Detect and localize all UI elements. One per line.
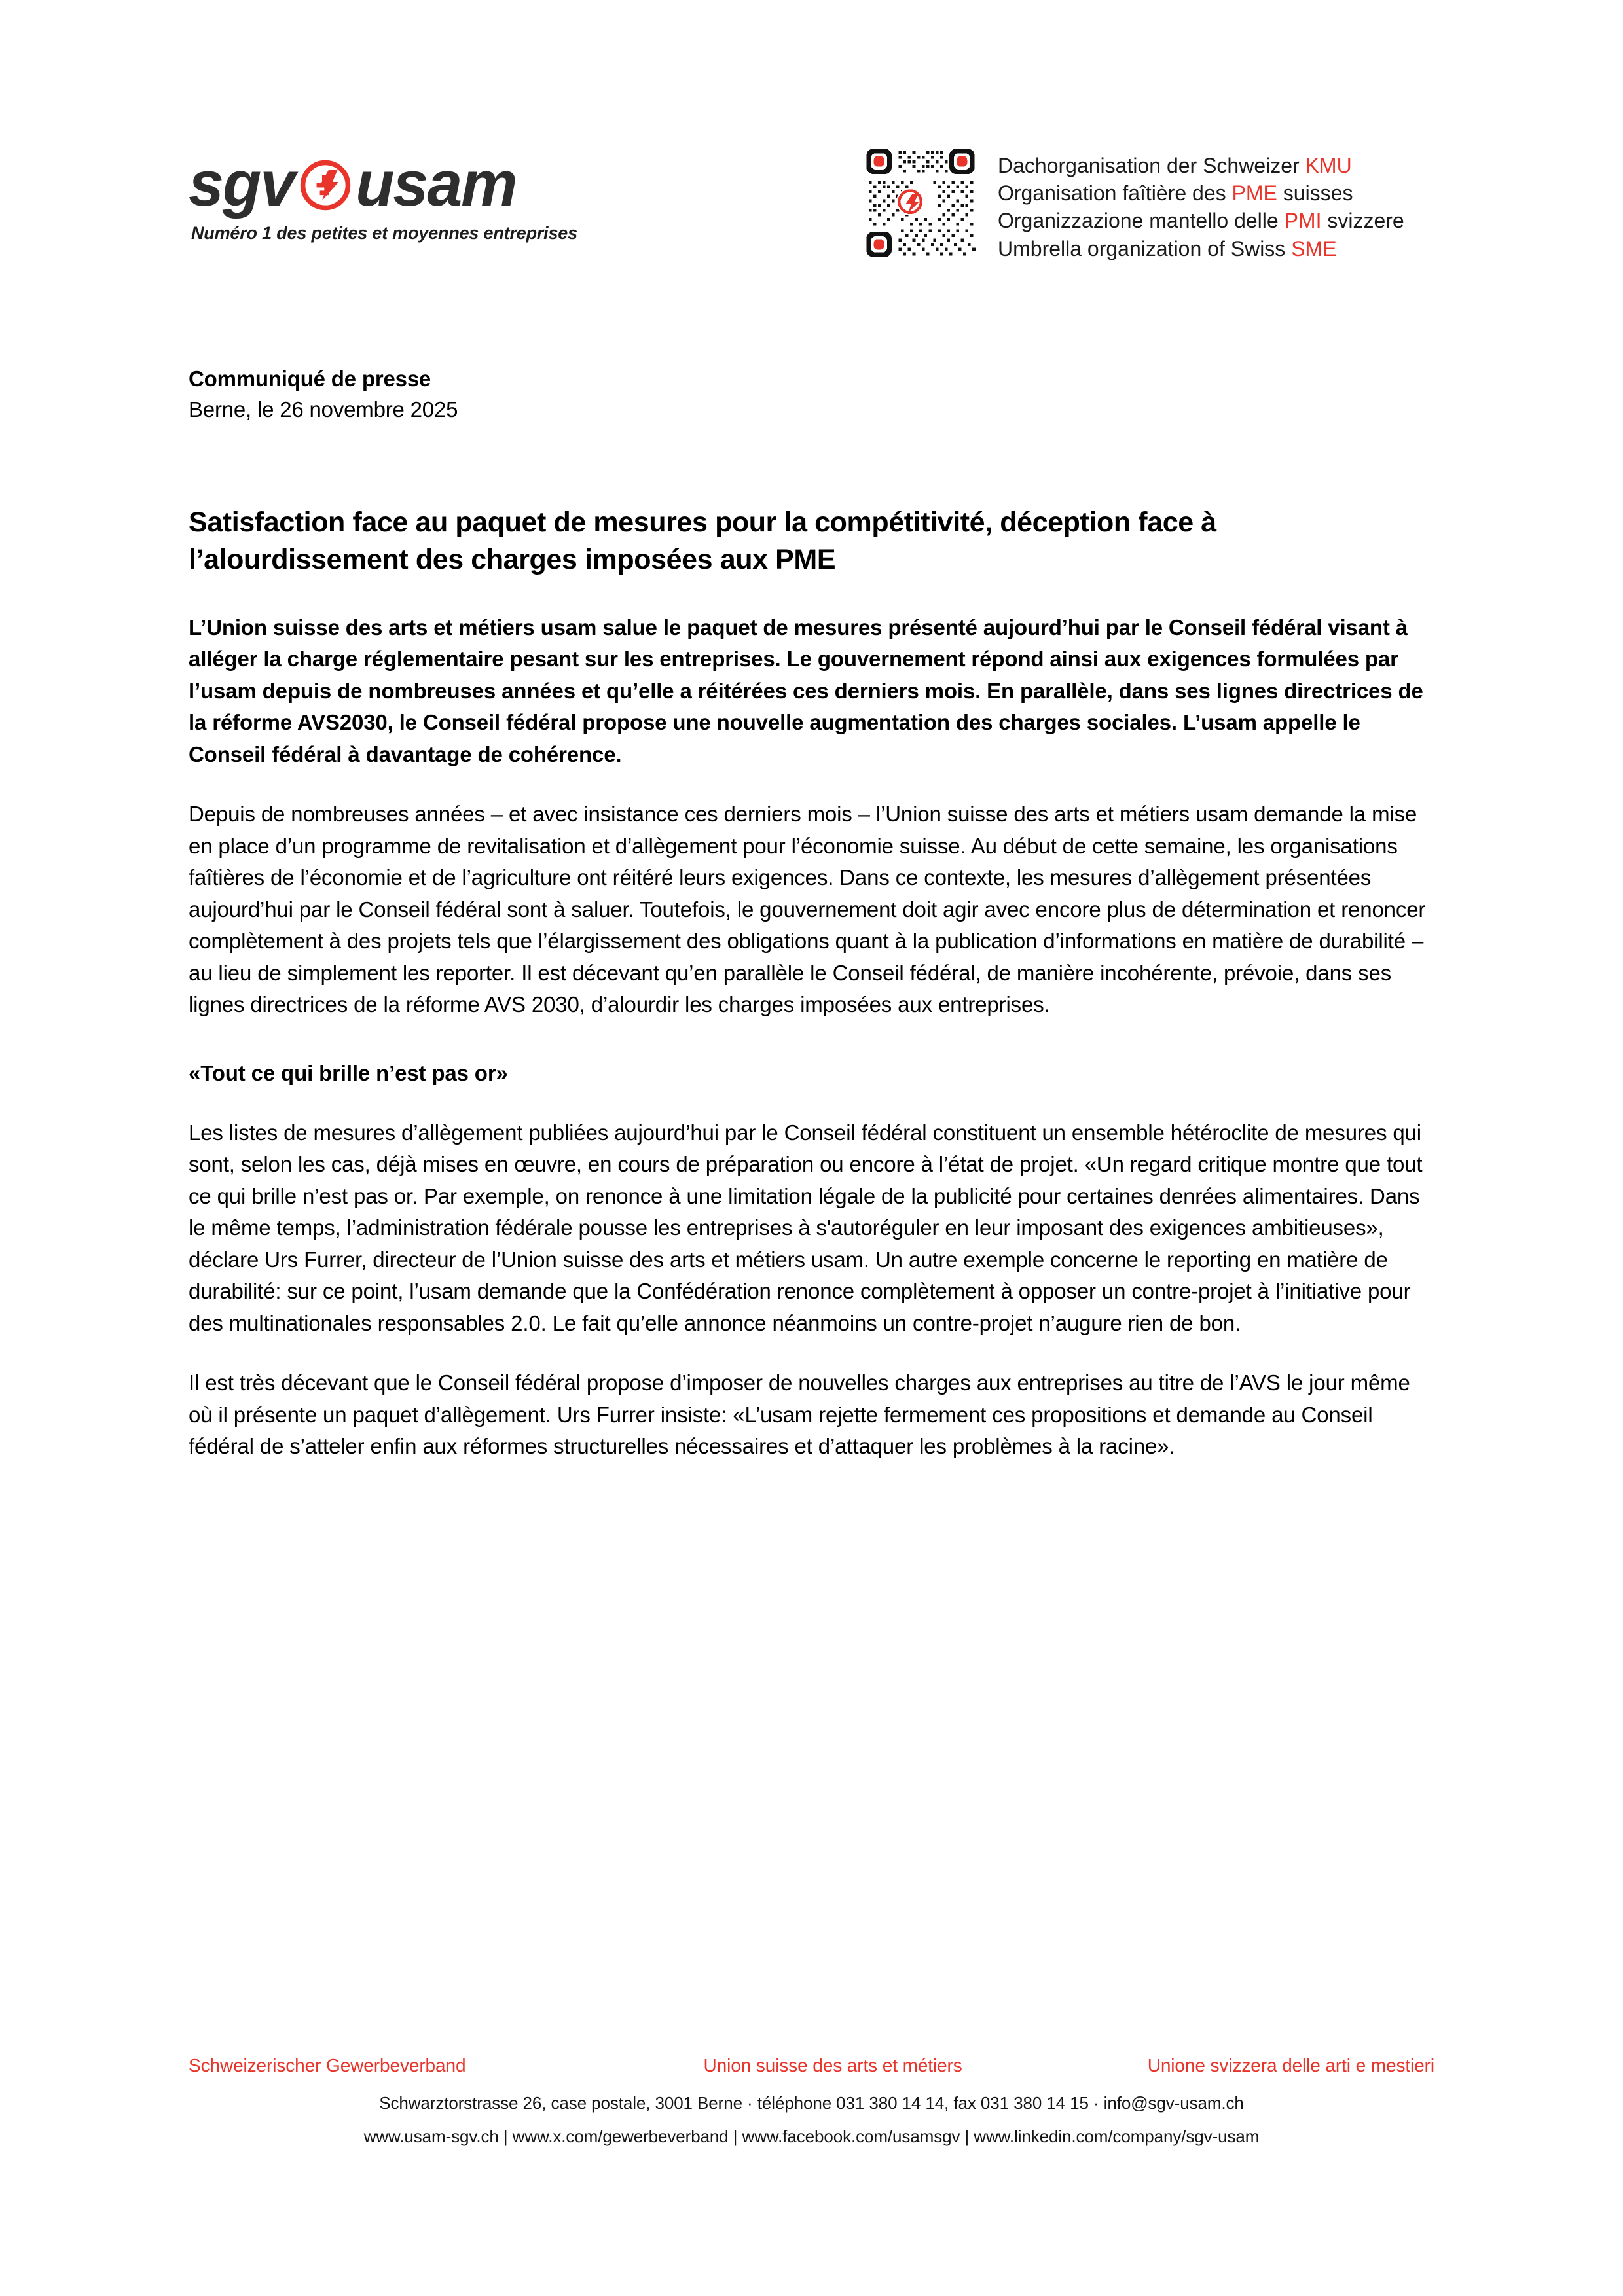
- footer-org-fr: Union suisse des arts et métiers: [703, 2055, 962, 2075]
- page-title: Satisfaction face au paquet de mesures pour la compétitivité, déception face à l’alourdissement des charges imposées aux PME: [189, 506, 1216, 576]
- org-line-en-text: Umbrella organization of Swiss: [998, 236, 1292, 260]
- document-footer: [0, 2055, 1623, 2147]
- document-body: [189, 364, 1436, 1484]
- org-language-lines: [998, 145, 1404, 262]
- body-paragraph-3: Il est très décevant que le Conseil fédéral propose d’imposer de nouvelles charges aux entreprises au titre de l’AVS le jour même où il présente un paquet d’allègement. Urs Furrer insiste: «L’usam rejette fermement ces propositions et demande au Conseil fédéral de s’atteler enfin aux réformes structurelles nécessaires et d’attaquer les problèmes à la racine».: [189, 1371, 1410, 1459]
- footer-org-it: Unione svizzera delle arti e mestieri: [1147, 2055, 1434, 2075]
- usam-logo: [189, 148, 608, 243]
- org-line-it-accent: PMI: [1284, 209, 1322, 233]
- body-paragraph-2: Les listes de mesures d’allègement publiées aujourd’hui par le Conseil fédéral constituent un ensemble hétéroclite de mesures qui sont, selon les cas, déjà mises en œuvre, en cours de préparation ou encore à l’état de projet. «Un regard critique montre que tout ce qui brille n’est pas or. Par exemple, on renonce à une limitation légale de la publicité pour certaines denrées alimentaires. Dans le même temps, l’administration fédérale pousse les entreprises à s'autoréguler en leur imposant des exigences ambitieuses», déclare Urs Furrer, directeur de l’Union suisse des arts et métiers usam. Un autre exemple concerne le reporting en matière de durabilité: sur ce point, l’usam demande que la Confédération renonce complètement à opposer un contre-projet à l’initiative pour des multinationales responsables 2.0. Le fait qu’elle annonce néanmoins un contre-projet n’augure rien de bon.: [189, 1120, 1423, 1335]
- org-line-fr-tail: suisses: [1277, 181, 1353, 206]
- org-line-fr-text: Organisation faîtière des: [998, 181, 1232, 206]
- logo-wordmark-usam: usam: [356, 148, 517, 219]
- swiss-cross-circle-logo-icon: [298, 158, 353, 213]
- footer-links-line[interactable]: www.usam-sgv.ch | www.x.com/gewerbeverband | www.facebook.com/usamsgv | www.linkedin.com/company/sgv-usam: [363, 2126, 1260, 2146]
- org-line-fr: [998, 179, 1404, 207]
- dateline: Berne, le 26 novembre 2025: [189, 397, 458, 422]
- document-header: [0, 145, 1623, 276]
- org-line-en: [998, 235, 1404, 262]
- lead-paragraph: L’Union suisse des arts et métiers usam salue le paquet de mesures présenté aujourd’hui par le Conseil fédéral visant à alléger la charge réglementaire pesant sur les entreprises. Le gouvernement répond ainsi aux exigences formulées par l’usam depuis de nombreuses années et qu’elle a réitérées ces derniers mois. En parallèle, dans ses lignes directrices de la réforme AVS2030, le Conseil fédéral propose une nouvelle augmentation des charges sociales. L’usam appelle le Conseil fédéral à davantage de cohérence.: [189, 615, 1423, 766]
- footer-organisation-names: [0, 2055, 1623, 2076]
- logo-tagline: Numéro 1 des petites et moyennes entreprises: [191, 223, 577, 243]
- header-right-block: [863, 145, 1404, 262]
- org-line-fr-accent: PME: [1231, 181, 1277, 206]
- org-line-it-text: Organizzazione mantello delle: [998, 209, 1285, 233]
- org-line-it-tail: svizzere: [1321, 209, 1404, 233]
- section-subheading: «Tout ce qui brille n’est pas or»: [189, 1060, 508, 1085]
- org-line-it: [998, 207, 1404, 234]
- logo-wordmark: [189, 148, 608, 219]
- body-paragraph-1: Depuis de nombreuses années – et avec insistance ces derniers mois – l’Union suisse des arts et métiers usam demande la mise en place d’un programme de revitalisation et d’allègement pour l’économie suisse. Au début de cette semaine, les organisations faîtières de l’économie et de l’agriculture ont réitéré leurs exigences. Dans ce contexte, les mesures d’allègement présentées aujourd’hui par le Conseil fédéral sont à saluer. Toutefois, le gouvernement doit agir avec encore plus de détermination et renoncer complètement à des projets tels que l’élargissement des obligations quant à la publication d’informations en matière de durabilité – au lieu de simplement les reporter. Il est décevant qu’en parallèle le Conseil fédéral, de manière incohérente, prévoie, dans ses lignes directrices de la réforme AVS 2030, d’alourdir les charges imposées aux entreprises.: [189, 802, 1426, 1017]
- footer-org-de: Schweizerischer Gewerbeverband: [189, 2055, 466, 2075]
- logo-wordmark-sgv: sgv: [189, 148, 295, 219]
- org-line-de: [998, 152, 1404, 179]
- org-line-de-text: Dachorganisation der Schweizer: [998, 154, 1305, 177]
- footer-contact-line: Schwarztorstrasse 26, case postale, 3001 Berne · téléphone 031 380 14 14, fax 031 380 14 15 · info@sgv-usam.ch: [379, 2093, 1244, 2113]
- org-line-de-accent: KMU: [1305, 154, 1352, 177]
- press-release-label: Communiqué de presse: [189, 367, 431, 391]
- org-line-en-accent: SME: [1291, 236, 1337, 260]
- qr-code: [863, 145, 978, 260]
